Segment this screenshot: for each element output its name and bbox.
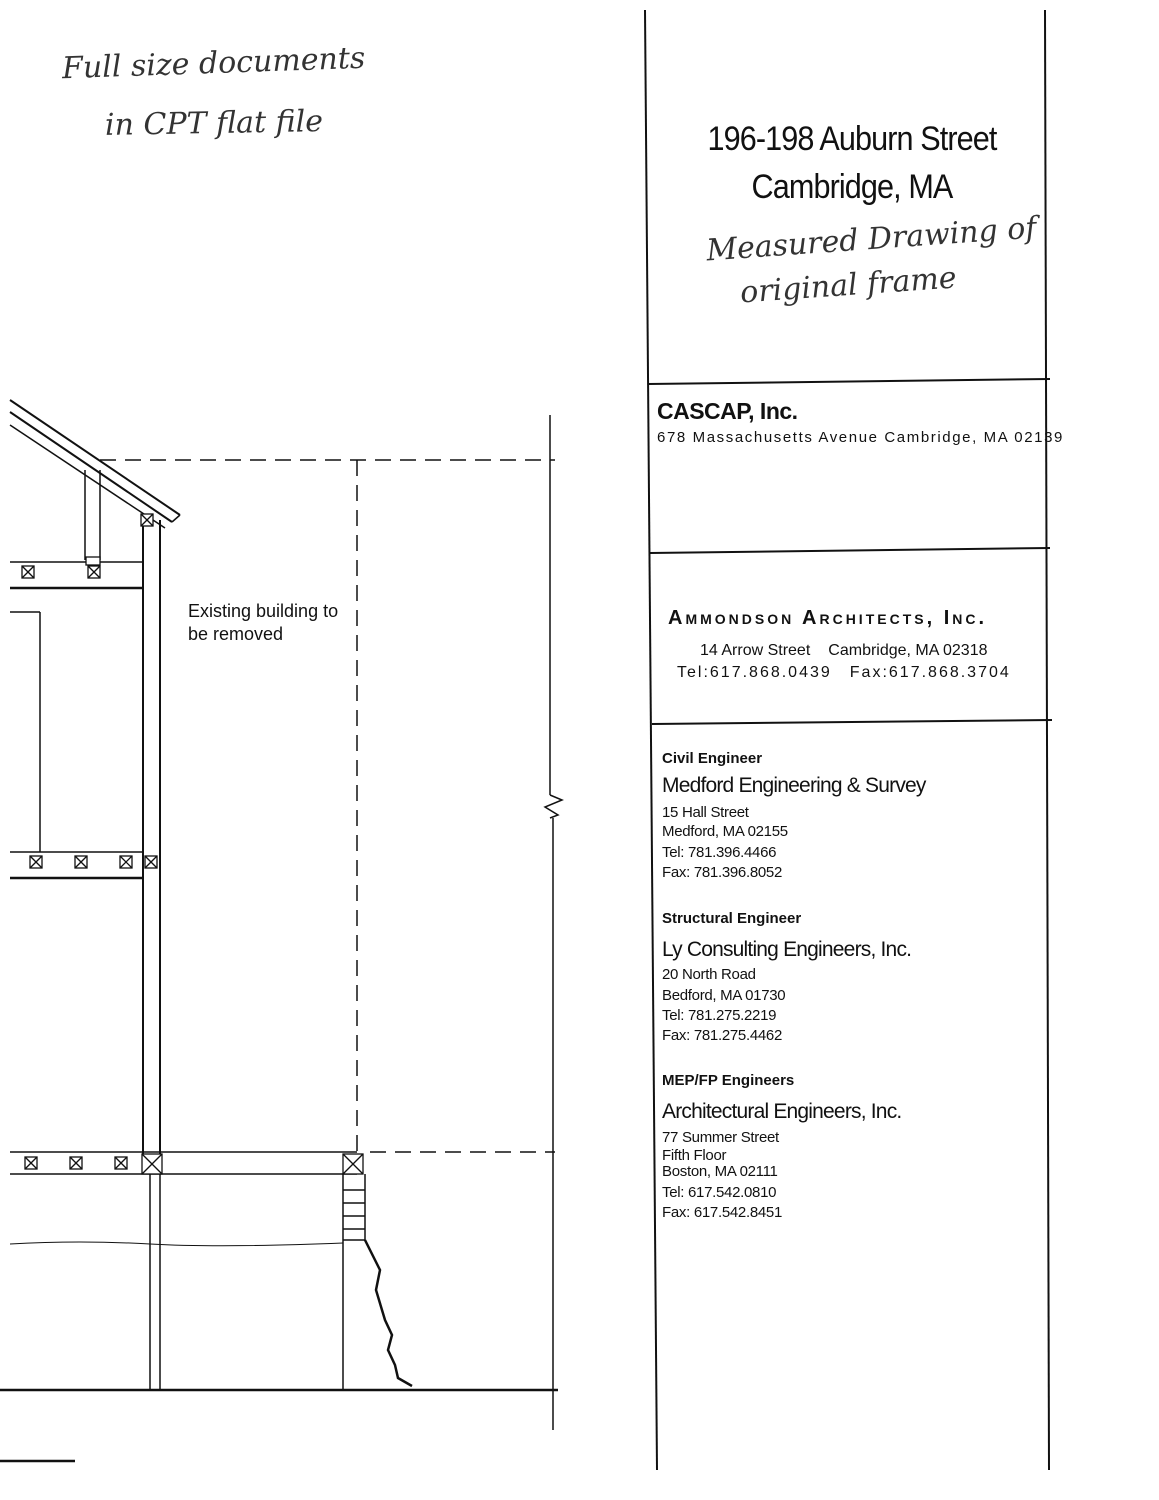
architect-address — [700, 642, 987, 660]
civil-engineer-firm: Medford Engineering & Survey — [662, 774, 926, 797]
structural-engineer-line: Tel: 781.275.2219 — [662, 1007, 777, 1024]
drawing-label-line-2: be removed — [188, 624, 284, 644]
structural-engineer-line: Fax: 781.275.4462 — [662, 1027, 782, 1044]
owner-address: 678 Massachusetts Avenue Cambridge, MA 02139 — [657, 429, 1064, 446]
structural-engineer-line: Bedford, MA 01730 — [662, 987, 786, 1004]
architect-fax: Fax:617.868.3704 — [849, 664, 1011, 681]
project-address-line-2: Cambridge, MA — [751, 168, 953, 206]
structural-engineer-role: Structural Engineer — [662, 910, 802, 927]
civil-engineer-role: Civil Engineer — [662, 750, 763, 767]
drawing-label — [188, 600, 338, 646]
architect-phone — [677, 664, 1011, 682]
handwritten-note-line-2: in CPT flat file — [104, 104, 324, 143]
architect-street: 14 Arrow Street — [700, 642, 811, 659]
architect-tel: Tel:617.868.0439 — [677, 664, 832, 681]
handwritten-drawing-note-line-1: Measured Drawing of — [705, 210, 1038, 269]
mep-engineer-role: MEP/FP Engineers — [662, 1072, 795, 1089]
project-address-line-1: 196-198 Auburn Street — [707, 120, 997, 158]
civil-engineer-line: Fax: 781.396.8052 — [662, 864, 782, 881]
civil-engineer-line: Tel: 781.396.4466 — [662, 844, 777, 861]
mep-engineer-line: Tel: 617.542.0810 — [662, 1184, 777, 1201]
architect-city: Cambridge, MA 02318 — [828, 642, 988, 659]
owner-name: CASCAP, Inc. — [657, 398, 798, 424]
drawing-label-line-1: Existing building to — [188, 601, 339, 621]
handwritten-drawing-note-line-2: original frame — [739, 260, 958, 311]
mep-engineer-line: Fax: 617.542.8451 — [662, 1204, 782, 1221]
architect-name: Ammondson Architects, Inc. — [668, 607, 988, 629]
mep-engineer-line: 77 Summer Street — [662, 1129, 779, 1146]
structural-engineer-firm: Ly Consulting Engineers, Inc. — [662, 938, 912, 961]
mep-engineer-line: Fifth Floor — [662, 1147, 727, 1164]
structural-engineer-line: 20 North Road — [662, 966, 756, 983]
civil-engineer-line: Medford, MA 02155 — [662, 823, 788, 840]
mep-engineer-line: Boston, MA 02111 — [662, 1163, 778, 1180]
handwritten-note-line-1: Full size documents — [61, 40, 366, 87]
civil-engineer-line: 15 Hall Street — [662, 804, 749, 821]
mep-engineer-firm: Architectural Engineers, Inc. — [662, 1100, 902, 1123]
